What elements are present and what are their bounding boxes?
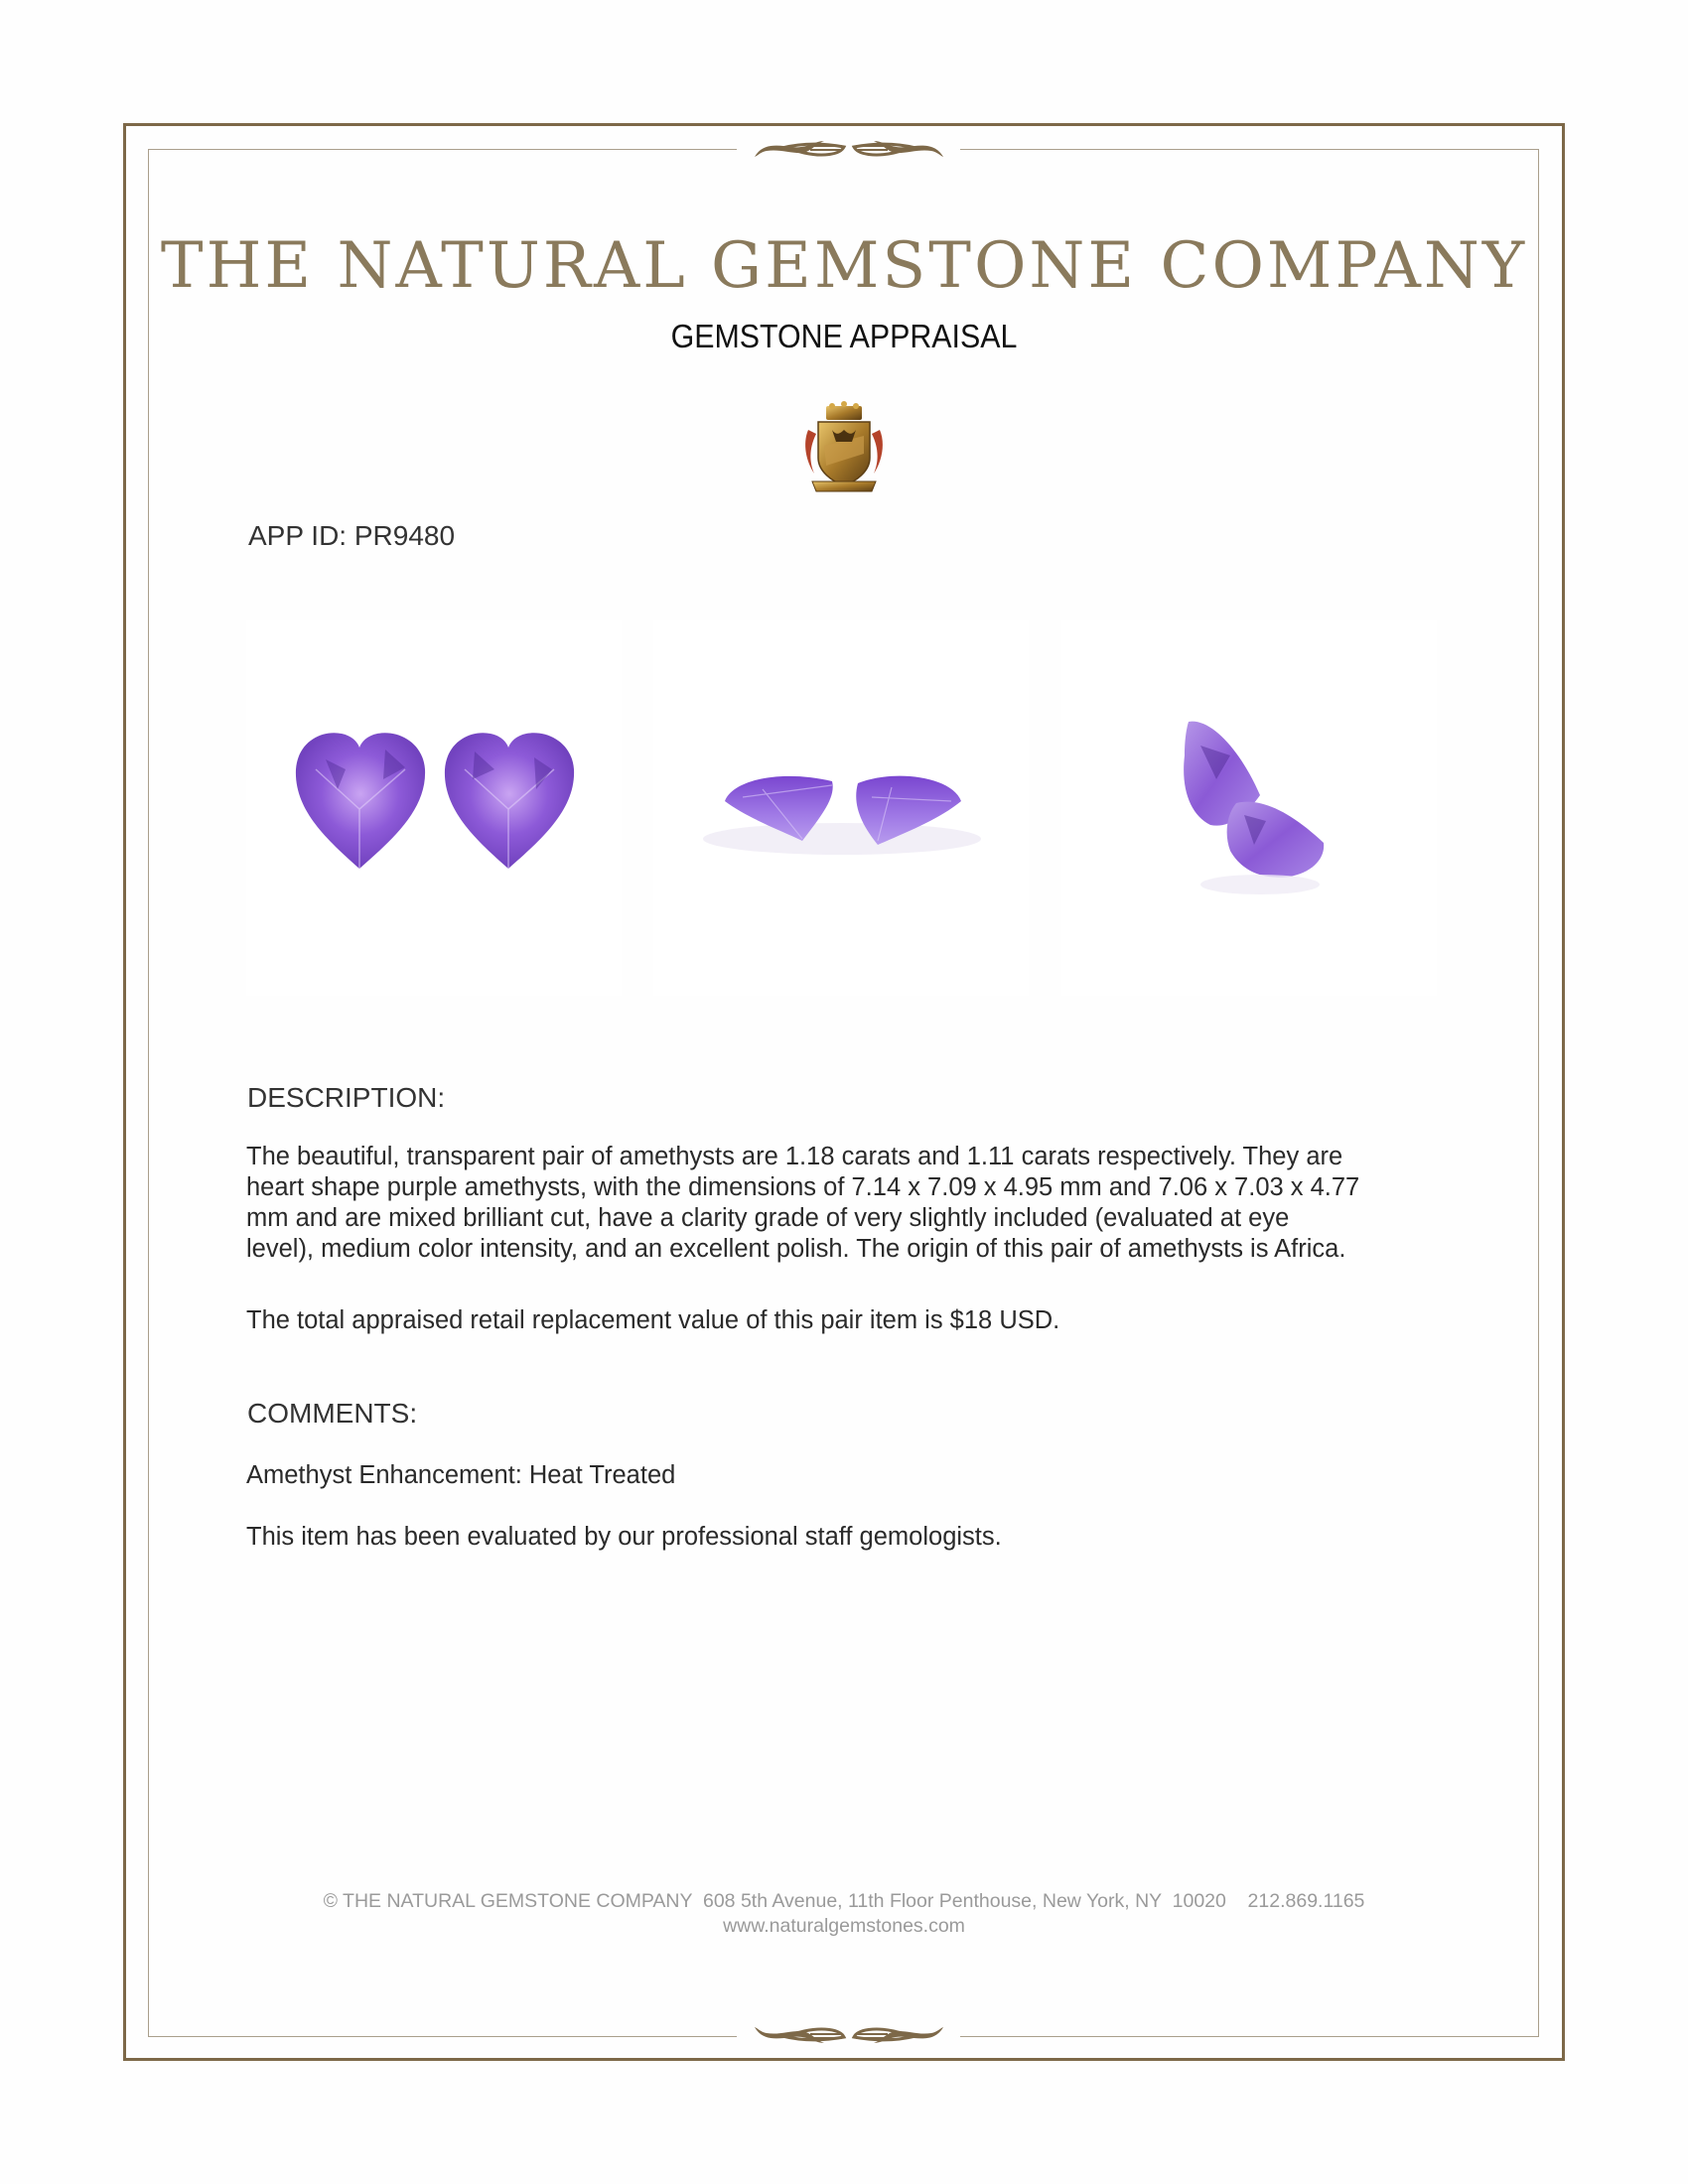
appraisal-id: APP ID: PR9480 — [248, 520, 456, 551]
footer-website-link[interactable]: www.naturalgemstones.com — [723, 1915, 965, 1937]
description-line: heart shape purple amethysts, with the dimensions of 7.14 x 7.09 x 4.95 mm and 7.06 x 7.03 x 4.77 — [246, 1173, 1360, 1201]
footer — [0, 1889, 1688, 1939]
amethyst-side-image — [653, 620, 1029, 996]
gem-photo-angled-view — [1061, 620, 1437, 996]
gem-photo-top-view — [246, 620, 622, 996]
description-line: level), medium color intensity, and an excellent polish. The origin of this pair of amethysts is Africa. — [246, 1235, 1346, 1263]
gem-photo-side-view — [653, 620, 1029, 996]
crest-logo-icon — [802, 400, 886, 495]
flourish-ornament-icon — [753, 2023, 945, 2049]
comment-evaluation: This item has been evaluated by our professional staff gemologists. — [246, 1523, 1002, 1551]
description-line: mm and are mixed brilliant cut, have a clarity grade of very slightly included (evaluated at eye — [246, 1204, 1290, 1232]
document-type-heading: GEMSTONE APPRAISAL — [670, 318, 1018, 354]
description-body — [246, 1142, 1438, 1265]
description-line: The beautiful, transparent pair of amethysts are 1.18 carats and 1.11 carats respectively. They are — [246, 1143, 1343, 1170]
amethyst-hearts-image — [246, 620, 622, 996]
footer-address: © THE NATURAL GEMSTONE COMPANY 608 5th Avenue, 11th Floor Penthouse, New York, NY 10020 212.869.1165 — [323, 1890, 1365, 1912]
appraised-value-statement: The total appraised retail replacement value of this pair item is $18 USD. — [246, 1306, 1060, 1334]
company-name-heading: THE NATURAL GEMSTONE COMPANY — [160, 229, 1528, 303]
description-label: DESCRIPTION: — [247, 1082, 446, 1113]
comment-enhancement: Amethyst Enhancement: Heat Treated — [246, 1461, 676, 1489]
flourish-ornament-icon — [753, 135, 945, 161]
comments-label: COMMENTS: — [247, 1398, 418, 1429]
amethyst-angled-image — [1061, 620, 1437, 996]
